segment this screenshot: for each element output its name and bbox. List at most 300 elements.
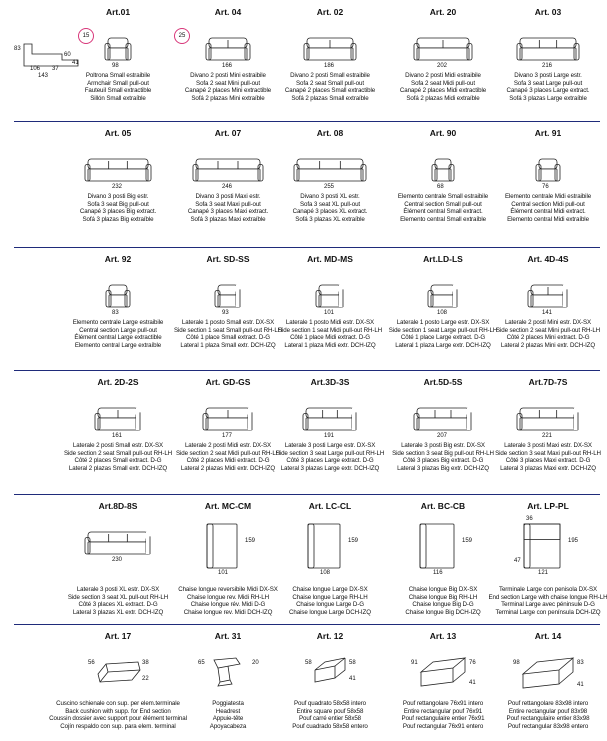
description-line: Canapé 2 places Midi extractible: [399, 87, 487, 95]
description-line: Sofa 3 seat Big pull-out: [87, 200, 149, 208]
side-width-2-dimension: 37: [52, 66, 59, 72]
sofa-outline: [294, 159, 366, 181]
description-line: Divano 3 posti Large estr.: [514, 72, 582, 79]
description-line: Sofa 3 seat XL pull-out: [299, 200, 361, 208]
side-height-dimension: 83: [14, 46, 21, 52]
article-code: Art. 31: [214, 631, 242, 641]
sofa-seat: [319, 295, 341, 307]
sofa-back: [88, 532, 148, 542]
description-line: Lateral 1 plaza Large extr. DCH-IZQ: [395, 341, 491, 349]
chaise-outline: [207, 524, 237, 568]
description-line: Canapé 2 places Mini extractible: [184, 87, 272, 95]
width-dimension: 221: [542, 433, 553, 439]
description-line: Chaise longue rev. Midi DCH-IZQ: [183, 608, 273, 616]
article-code: Art. SD-SS: [206, 254, 250, 264]
dimension-label: 41: [577, 682, 584, 688]
description-line: Entire rectangular pouf 83x98: [508, 707, 588, 715]
chaise-back: [420, 524, 426, 568]
width-dimension: 101: [218, 570, 229, 576]
description-line: Divano 2 posti Small estraibile: [290, 72, 370, 79]
item-description: [185, 72, 271, 102]
open-side: [352, 408, 358, 430]
row-separator: [14, 494, 600, 495]
article-code: Art. 08: [316, 128, 344, 138]
description-line: Pouf rectangular 83x98 entero: [507, 722, 589, 730]
seat-depth-badge: 25: [174, 28, 190, 44]
description-line: Canapé 3 places XL extract.: [292, 208, 368, 216]
description-line: Central section Midi pull-out: [511, 200, 585, 208]
accessory-outline: [421, 658, 465, 686]
depth-dimension: 195: [568, 538, 579, 544]
description-line: Lateral 3 plazas Maxi extr. DCH-IZQ: [500, 464, 596, 472]
article-code: Art. LC-CL: [308, 501, 352, 511]
open-side: [236, 285, 242, 307]
description-line: Laterale 3 posti Big estr. DX-SX: [401, 442, 485, 449]
side-width-1-dimension: 106: [30, 66, 41, 72]
description-line: Canapé 3 places Maxi extract.: [187, 208, 269, 216]
item-description: [389, 319, 497, 349]
dimension-label: 41: [349, 676, 356, 682]
sofa-seat: [539, 169, 557, 181]
description-line: Élément central Small extract.: [403, 208, 483, 216]
item-description: [496, 319, 600, 349]
description-line: Pouf rectangular 76x91 entero: [402, 722, 484, 730]
dimension-label: 76: [469, 660, 476, 666]
article-code: Art.5D-5S: [423, 377, 463, 387]
pouf-top: [523, 658, 573, 674]
width-dimension: 202: [437, 63, 448, 69]
width-dimension: 101: [324, 310, 335, 316]
article-code: Art.01: [105, 7, 131, 17]
product-drawing: [536, 159, 560, 181]
item-description: [400, 72, 486, 102]
description-line: Terminale Large con penisola DX-SX: [498, 586, 598, 593]
description-line: Apoyacabeza: [209, 722, 247, 730]
description-line: Canapé 2 places Small extractible: [284, 87, 376, 95]
width-dimension: 166: [222, 63, 233, 69]
description-line: Fauteuil Small extractible: [84, 87, 152, 95]
description-line: Entire rectangular pouf 76x91: [403, 707, 483, 715]
description-line: Chaise longue Big D-G: [412, 601, 474, 609]
sofa-seat: [88, 169, 148, 181]
article-code: Art. 4D-4S: [527, 254, 569, 264]
product-drawing: [528, 285, 568, 307]
description-line: Côté 2 places Small extract. D-G: [74, 457, 162, 465]
description-line: Elemento centrale Midi estraibile: [504, 193, 592, 200]
product-drawing: [85, 532, 151, 554]
sofa-seat: [209, 48, 247, 60]
sofa-outline: [95, 408, 141, 430]
item-description: [73, 319, 164, 349]
description-line: Chaise longue rév. Midi D-G: [190, 601, 266, 609]
open-side: [248, 408, 254, 430]
item-description: [289, 586, 371, 616]
description-line: Elemento central Midi extraíble: [507, 215, 589, 223]
dimension-label: 91: [411, 660, 418, 666]
width-dimension: 161: [112, 433, 123, 439]
row-separator: [14, 247, 600, 248]
dimension-label: 65: [198, 660, 205, 666]
description-line: Sofá 3 plazas Large extraíble: [509, 94, 587, 102]
item-description: [85, 72, 152, 102]
width-dimension: 93: [222, 310, 229, 316]
sofa-arm-left: [428, 291, 433, 308]
description-line: Divano 3 posti Big estr.: [87, 193, 149, 200]
item-description: [292, 700, 368, 730]
sofa-outline: [303, 408, 357, 430]
width-dimension: 177: [222, 433, 233, 439]
sofa-arm-left: [414, 414, 419, 431]
sofa-arm-left: [517, 44, 522, 61]
sofa-outline: [414, 38, 472, 60]
product-drawing: [414, 38, 472, 60]
sofa-outline: [414, 408, 472, 430]
sofa-arm-left: [106, 291, 111, 308]
sofa-seat: [520, 48, 576, 60]
chaise-body: [420, 524, 454, 568]
width-dimension: 108: [320, 570, 331, 576]
article-code: Art.7D-7S: [528, 377, 568, 387]
description-line: Appuie-tête: [212, 715, 244, 723]
article-code: Art. 91: [534, 128, 562, 138]
description-line: Divano 3 posti Maxi estr.: [195, 193, 261, 200]
dimension-label: 41: [469, 680, 476, 686]
description-line: Côté 1 place Midi extract. D-G: [290, 334, 370, 342]
article-code: Art.3D-3S: [310, 377, 350, 387]
product-drawing: [206, 38, 250, 60]
sofa-arm-right: [351, 44, 356, 61]
description-line: Élément central Large extractible: [74, 334, 162, 342]
description-line: Sofá 3 plazas Big extraíble: [82, 215, 154, 223]
item-description: [402, 700, 485, 730]
description-line: Terminal Large avec péninsule D-G: [501, 601, 595, 609]
description-line: Chaise longue Big DCH-IZQ: [405, 608, 481, 616]
sofa-arm-left: [316, 291, 321, 308]
description-line: Side section 3 seat Large pull-out RH-LH: [275, 449, 385, 457]
description-line: Cojín respaldo con sup. para elem. terminal: [60, 722, 176, 730]
sofa-arm-left: [414, 44, 419, 61]
description-line: Laterale 1 posto Midi estr. DX-SX: [285, 319, 375, 326]
description-line: Central section Small pull-out: [404, 200, 482, 208]
article-code: Art. 13: [429, 631, 457, 641]
sofa-arm-right: [245, 44, 250, 61]
article-code: Art. MC-CM: [204, 501, 252, 511]
description-line: Side section 2 seat Midi pull-out RH-LH: [175, 449, 281, 457]
item-description: [507, 700, 590, 730]
product-drawing: [215, 285, 241, 307]
article-code: Art. 07: [214, 128, 242, 138]
sofa-seat: [417, 418, 469, 430]
item-description: [188, 193, 268, 223]
product-drawing: [313, 656, 347, 684]
dimension-label: 22: [142, 676, 149, 682]
item-description: [398, 193, 488, 223]
description-line: Lateral 3 plazas Big extr. DCH-IZQ: [397, 464, 489, 472]
article-code: Art. 17: [104, 631, 132, 641]
description-line: End section Large with chaise longue RH-LH: [488, 593, 607, 601]
product-drawing: [517, 408, 579, 430]
product-drawing: [95, 408, 141, 430]
description-line: Chaise longue Large DCH-IZQ: [289, 608, 371, 616]
pouf-top: [421, 658, 465, 672]
description-line: Elemento centrale Small estraibile: [397, 193, 489, 200]
sofa-arm-left: [95, 414, 100, 431]
sofa-back: [431, 285, 455, 295]
article-code: Art. 14: [534, 631, 562, 641]
description-line: Side section 3 seat Big pull-out RH-LH: [392, 449, 494, 457]
item-description: [495, 442, 601, 472]
sofa-seat: [306, 418, 354, 430]
description-line: Pouf carré entier 58x58: [298, 715, 362, 723]
product-drawing: [203, 408, 253, 430]
description-line: Chaise longue reversibile Midi DX-SX: [178, 586, 278, 593]
description-line: Lateral 1 plaza Midi extr. DCH-IZQ: [284, 341, 376, 349]
item-description: [68, 586, 168, 616]
description-line: Poggiatesta: [212, 700, 244, 707]
product-drawing: [206, 656, 250, 684]
side-depth-2-dimension: 41: [72, 60, 79, 66]
sofa-seat: [531, 295, 565, 307]
sofa-arm-left: [536, 165, 541, 182]
description-line: Sofá 2 plazas Mini extraíble: [191, 94, 265, 102]
description-line: Chaise longue Large D-G: [296, 601, 364, 609]
sofa-arm-right: [449, 165, 454, 182]
description-line: Sofa 2 seat Midi pull-out: [411, 79, 475, 87]
item-description: [210, 700, 246, 730]
dimension-label: 20: [252, 660, 259, 666]
description-line: Laterale 2 posti Midi estr. DX-SX: [184, 442, 272, 449]
description-line: Chaise longue Big DX-SX: [408, 586, 478, 593]
width-dimension: 191: [324, 433, 335, 439]
description-line: Central section Large pull-out: [79, 326, 157, 334]
description-line: Canapé 3 places Large extract.: [506, 87, 590, 95]
description-line: Sofá 2 plazas Small extraíble: [291, 94, 369, 102]
sofa-arm-right: [146, 165, 151, 182]
sofa-arm-left: [294, 165, 299, 182]
sofa-seat: [417, 48, 469, 60]
description-line: Armchair Small pull-out: [87, 79, 149, 87]
width-dimension: 121: [538, 570, 549, 576]
sofa-back: [417, 408, 469, 418]
description-line: Divano 2 posti Mini estraibile: [190, 72, 266, 79]
width-dimension: 230: [112, 557, 123, 563]
description-line: Terminal Large con península DCH-IZQ: [495, 608, 601, 616]
depth-dimension: 159: [462, 538, 473, 544]
seat-depth-badge: 15: [78, 28, 94, 44]
pouf-front: [523, 670, 559, 688]
depth-dimension: 159: [245, 538, 256, 544]
description-line: Coussin dossier avec support pour élément terminal: [49, 715, 187, 723]
item-description: [285, 72, 375, 102]
sofa-seat: [297, 169, 363, 181]
sofa-arm-right: [555, 165, 560, 182]
sofa-outline: [528, 285, 568, 307]
description-line: Headrest: [215, 707, 241, 715]
article-code: Art. 2D-2S: [97, 377, 139, 387]
product-drawing: [521, 656, 575, 690]
sofa-arm-right: [574, 44, 579, 61]
sofa-seat: [520, 418, 576, 430]
product-drawing: [294, 159, 366, 181]
sofa-arm-right: [258, 165, 263, 182]
description-line: Laterale 3 posti XL estr. DX-SX: [76, 586, 160, 593]
dimension-label: 58: [305, 660, 312, 666]
item-description: [392, 442, 494, 472]
description-line: Elemento centrale Large estraibile: [72, 319, 164, 326]
description-line: Entire square pouf 58x58: [296, 707, 364, 715]
chaise-outline: [308, 524, 340, 568]
headrest-arm: [218, 666, 230, 682]
product-drawing: [308, 524, 340, 568]
sofa-back: [319, 285, 341, 295]
dimension-label: 56: [88, 660, 95, 666]
description-line: Lateral 3 plazas XL extr. DCH-IZQ: [72, 608, 164, 616]
description-line: Sofa 2 seat Mini pull-out: [196, 79, 260, 87]
sofa-back: [520, 38, 576, 48]
sofa-outline: [85, 532, 151, 554]
width-dimension: 76: [542, 184, 549, 190]
product-drawing: [96, 656, 140, 684]
peninsula-back: [524, 524, 560, 539]
description-line: Pouf rettangolare 83x98 intero: [507, 700, 589, 707]
description-line: Pouf rectangulaire entier 76x91: [401, 715, 485, 723]
accessory-outline: [214, 658, 240, 686]
chaise-outline: [420, 524, 454, 568]
sofa-outline: [85, 159, 151, 181]
description-line: Laterale 1 posto Large estr. DX-SX: [396, 319, 490, 326]
product-drawing: [524, 524, 560, 568]
sofa-seat: [98, 418, 138, 430]
width-dimension: 186: [324, 63, 335, 69]
description-line: Laterale 3 posti Large estr. DX-SX: [284, 442, 376, 449]
description-line: Side section 2 seat Mini pull-out RH-LH: [495, 326, 601, 334]
product-drawing: [303, 408, 357, 430]
item-description: [405, 586, 480, 616]
sofa-seat: [88, 542, 148, 554]
description-line: Sofá 3 plazas Maxi extraíble: [190, 215, 266, 223]
sofa-outline: [206, 38, 250, 60]
item-description: [49, 700, 187, 730]
item-description: [507, 72, 590, 102]
accessory-outline: [315, 658, 345, 682]
sofa-arm-left: [85, 538, 90, 555]
description-line: Côté 1 place Small extract. D-G: [186, 334, 270, 342]
description-line: Chaise longue rev. Midi RH-LH: [187, 593, 269, 601]
description-line: Lateral 2 plazas Midi extr. DCH-IZQ: [180, 464, 276, 472]
sofa-back: [196, 159, 260, 169]
description-line: Sofa 2 seat Small pull-out: [296, 79, 364, 87]
description-line: Sofá 2 plazas Midi extraíble: [406, 94, 480, 102]
sofa-back: [297, 159, 363, 169]
cushion-shape: [98, 662, 140, 682]
open-side: [574, 408, 580, 430]
sofa-seat: [109, 295, 127, 307]
description-line: Laterale 3 posti Maxi estr. DX-SX: [504, 442, 592, 449]
sofa-back: [109, 285, 127, 295]
sofa-arm-left: [85, 165, 90, 182]
sofa-outline: [193, 159, 263, 181]
article-code: Art. GD-GS: [205, 377, 251, 387]
sofa-back: [539, 159, 557, 169]
product-drawing: [419, 656, 467, 688]
description-line: Side section 2 seat Small pull-out RH-LH: [63, 449, 173, 457]
item-description: [489, 586, 607, 616]
back-depth-dimension: 36: [526, 516, 533, 522]
pouf-front: [421, 668, 453, 686]
width-dimension: 98: [112, 63, 119, 69]
product-drawing: [432, 159, 454, 181]
row-separator: [14, 121, 600, 122]
sofa-outline: [106, 285, 130, 307]
sofa-arm-left: [303, 414, 308, 431]
pouf-side: [335, 658, 345, 678]
description-line: Back cushion with supp. for End section: [65, 707, 171, 715]
description-line: Lateral 2 plazas Small extr. DCH-IZQ: [68, 464, 168, 472]
sofa-seat: [307, 48, 353, 60]
sofa-outline: [432, 159, 454, 181]
sofa-arm-left: [215, 291, 220, 308]
description-line: Chaise longue Big RH-LH: [408, 593, 478, 601]
sofa-outline: [203, 408, 253, 430]
chaise-back: [207, 524, 213, 568]
sofa-back: [520, 408, 576, 418]
sofa-arm-right: [467, 44, 472, 61]
sofa-outline: [105, 38, 131, 60]
description-line: Sofa 3 seat Large pull-out: [513, 79, 583, 87]
item-description: [176, 442, 280, 472]
description-line: Laterale 1 posto Small estr. DX-SX: [181, 319, 275, 326]
article-code: Art. MD-MS: [307, 254, 353, 264]
product-drawing: [517, 38, 579, 60]
description-line: Sofá 3 plazas XL extraíble: [295, 215, 365, 223]
item-description: [276, 442, 384, 472]
sofa-arm-left: [193, 165, 198, 182]
description-line: Divano 3 posti XL estr.: [300, 193, 360, 200]
item-description: [293, 193, 368, 223]
description-line: Side section 1 seat Midi pull-out RH-LH: [277, 326, 383, 334]
pouf-side: [453, 658, 465, 682]
product-drawing: [316, 285, 344, 307]
description-line: Côté 3 places Big extract. D-G: [402, 457, 484, 465]
item-description: [278, 319, 382, 349]
chaise-outline: [524, 524, 560, 568]
description-line: Sillón Small extraíble: [90, 94, 146, 102]
product-drawing: [193, 159, 263, 181]
description-line: Side section 3 seat Maxi pull-out RH-LH: [495, 449, 601, 457]
width-dimension: 255: [324, 184, 335, 190]
description-line: Pouf cuadrado 58x58 entero: [292, 722, 368, 730]
item-description: [505, 193, 591, 223]
accessory-outline: [98, 662, 140, 682]
depth-dimension: 159: [348, 538, 359, 544]
product-drawing: [207, 524, 237, 568]
sofa-outline: [517, 38, 579, 60]
open-side: [339, 285, 345, 307]
dimension-label: 83: [577, 660, 584, 666]
width-dimension: 216: [542, 63, 553, 69]
side-total-dimension: 143: [38, 73, 49, 79]
width-dimension: 246: [222, 184, 233, 190]
description-line: Élément central Midi extract.: [510, 208, 586, 216]
article-code: Art. LP-PL: [527, 501, 569, 511]
description-line: Côté 3 places Maxi extract. D-G: [505, 457, 591, 465]
sofa-arm-right: [126, 44, 131, 61]
item-description: [174, 319, 282, 349]
width-dimension: 68: [437, 184, 444, 190]
sofa-arm-left: [105, 44, 110, 61]
open-side: [563, 285, 569, 307]
sofa-arm-left: [517, 414, 522, 431]
